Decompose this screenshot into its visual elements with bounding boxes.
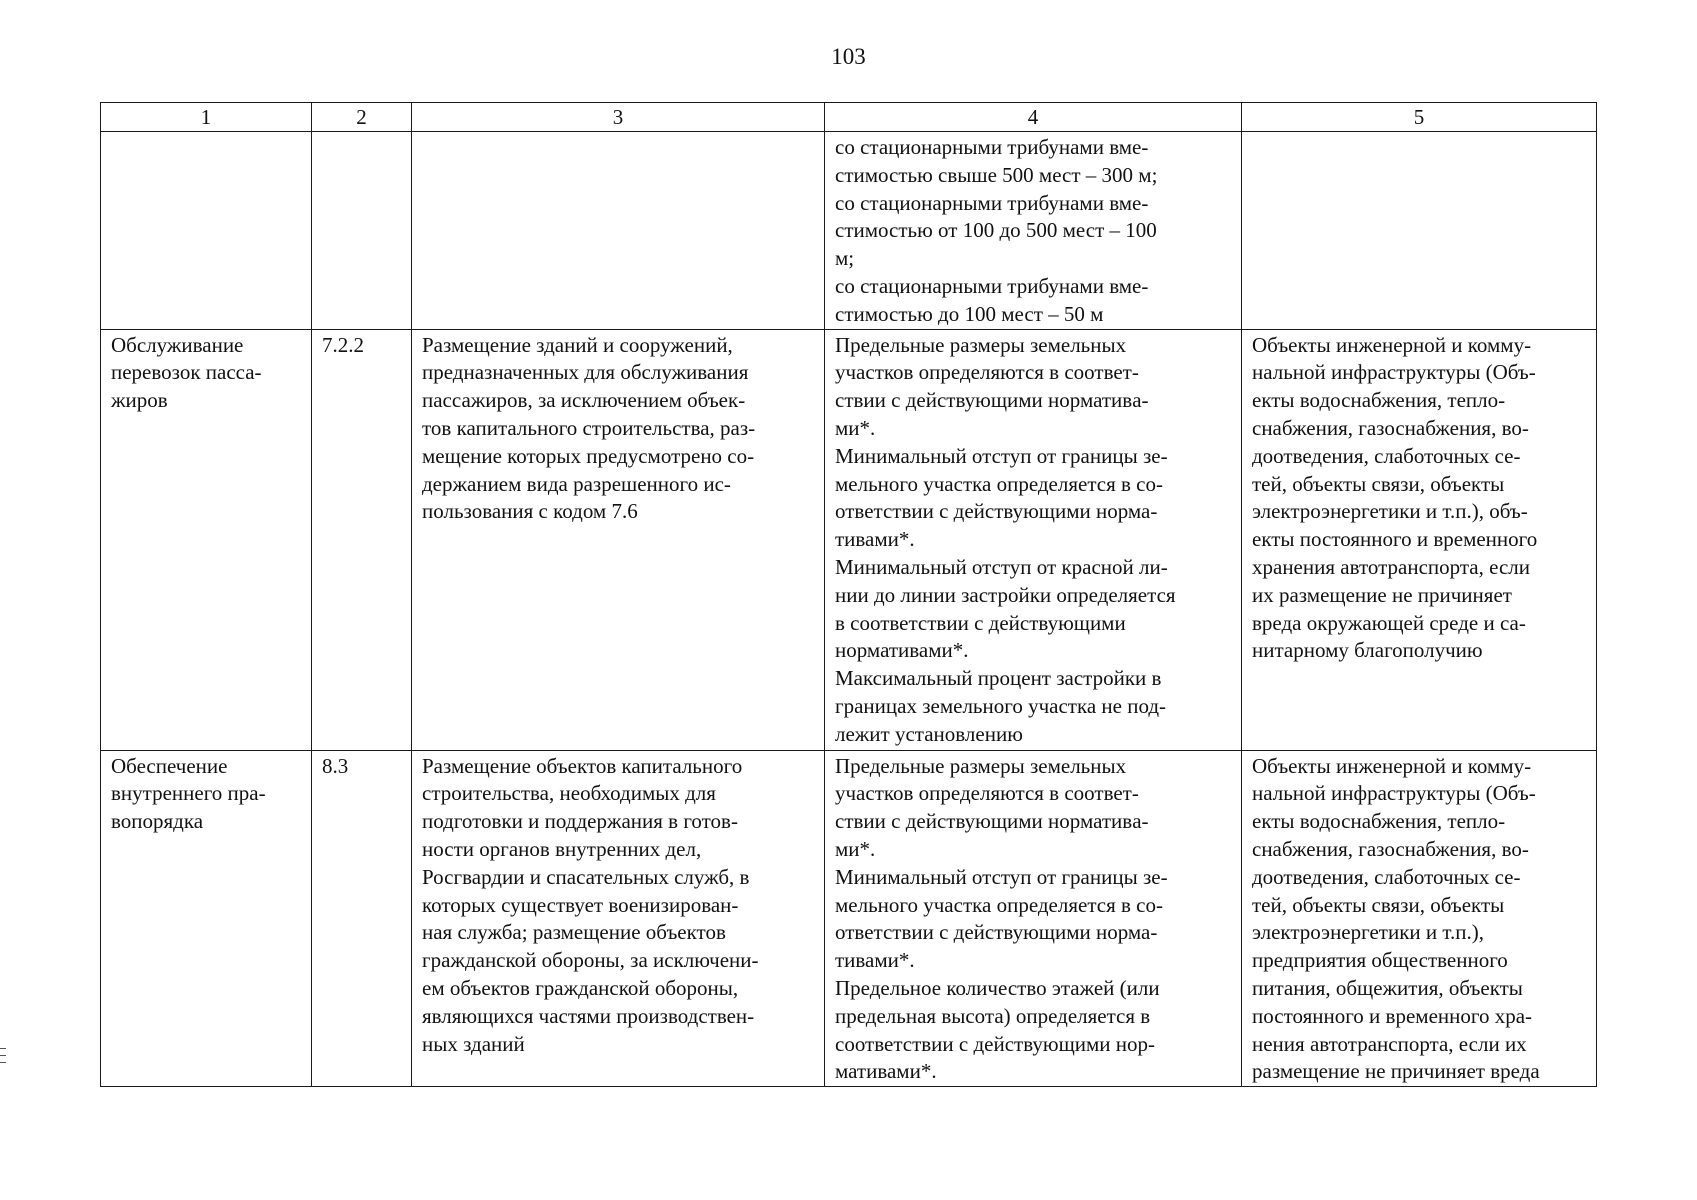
- table-row: [101, 329, 1597, 750]
- use-name: Обеспечение внутреннего пра- вопорядка: [111, 753, 266, 834]
- parameters-text: Предельные размеры земельных участков определяются в соответ- ствии с действующими нормативa- ми*. Минимальный отступ от границы зе- мельного участка определяется в со- ответствии с действующими норма- тивами*. Предельное количество этажей (или предельная высота) определяется в соответствии с действующими нор- мативами*.: [835, 753, 1168, 1084]
- parameters-cell: [825, 750, 1242, 1087]
- use-description-cell: [412, 750, 825, 1087]
- auxiliary-uses-cell: [1242, 750, 1597, 1087]
- use-code: 7.2.2: [322, 332, 364, 357]
- use-description-cell: [412, 329, 825, 750]
- parameters-text: Предельные размеры земельных участков определяются в соответ- ствии с действующими нормативa- ми*. Минимальный отступ от границы зе- мельного участка определяется в со- ответствии с действующими норма- тивами*. Минимальный отступ от красной ли- нии до линии застройки определяется в соответствии с действующими нормативами*. Максимальный процент застройки в границах земельного участка не под- лежит установлению: [835, 332, 1176, 746]
- column-header-5: 5: [1242, 103, 1597, 132]
- column-header-1: 1: [101, 103, 312, 132]
- table-row: [101, 132, 1597, 330]
- use-code: 8.3: [322, 753, 349, 778]
- auxiliary-uses-text: Объекты инженерной и комму- нальной инфраструктуры (Объ- екты водоснабжения, тепло- снабжения, газоснабжения, во- доотведения, слаботочных се- тей, объекты связи, объекты электроэнергетики и т.п.), предприятия общественного питания, общежития, объекты постоянного и временного хра- нения автотранспорта, если их размещение не причиняет вреда: [1252, 753, 1540, 1084]
- parameters-cell: [825, 132, 1242, 330]
- auxiliary-uses-text: Объекты инженерной и комму- нальной инфраструктуры (Объ- екты водоснабжения, тепло- снабжения, газоснабжения, во- доотведения, слаботочных се- тей, объекты связи, объекты электроэнергетики и т.п.), объ- екты постоянного и временного хранения автотранспорта, если их размещение не причиняет вреда окружающей среде и са- нитарному благополучию: [1252, 332, 1538, 663]
- scan-mark: [0, 1048, 6, 1049]
- column-header-2: 2: [312, 103, 412, 132]
- column-header-3: 3: [412, 103, 825, 132]
- scan-margin-marks: [0, 1048, 6, 1069]
- page-number: 103: [831, 44, 866, 69]
- use-code-cell: [312, 329, 412, 750]
- column-header-4: 4: [825, 103, 1242, 132]
- use-name-cell: [101, 750, 312, 1087]
- use-code-cell: [312, 750, 412, 1087]
- table-row: [101, 750, 1597, 1087]
- auxiliary-uses-cell: [1242, 132, 1597, 330]
- use-description: Размещение зданий и сооружений, предназначенных для обслуживания пассажиров, за исключением объек- тов капитального строительства, раз- мещение которых предусмотрено со- держанием вида разрешенного ис- пользования с кодом 7.6: [422, 332, 756, 524]
- use-description: Размещение объектов капитального строительства, необходимых для подготовки и поддержания в готов- ности органов внутренних дел, Росгвардии и спасательных служб, в которых существует военизирован- ная служба; размещение объектов гражданской обороны, за исключени- ем объектов гражданской обороны, являющихся частями производствен- ных зданий: [422, 753, 759, 1056]
- use-code-cell: [312, 132, 412, 330]
- scan-mark: [0, 1055, 6, 1056]
- use-name-cell: [101, 329, 312, 750]
- use-name-cell: [101, 132, 312, 330]
- zoning-table: [100, 102, 1597, 1087]
- parameters-cell: [825, 329, 1242, 750]
- scan-mark: [0, 1062, 6, 1063]
- auxiliary-uses-cell: [1242, 329, 1597, 750]
- header-row: [101, 103, 1597, 132]
- use-name: Обслуживание перевозок пасса- жиров: [111, 332, 262, 413]
- use-description-cell: [412, 132, 825, 330]
- parameters-text: со стационарными трибунами вме- стимостью свыше 500 мест – 300 м; со стационарными трибунами вме- стимостью от 100 до 500 мест – 100 м; со стационарными трибунами вме- стимостью до 100 мест – 50 м: [835, 135, 1158, 326]
